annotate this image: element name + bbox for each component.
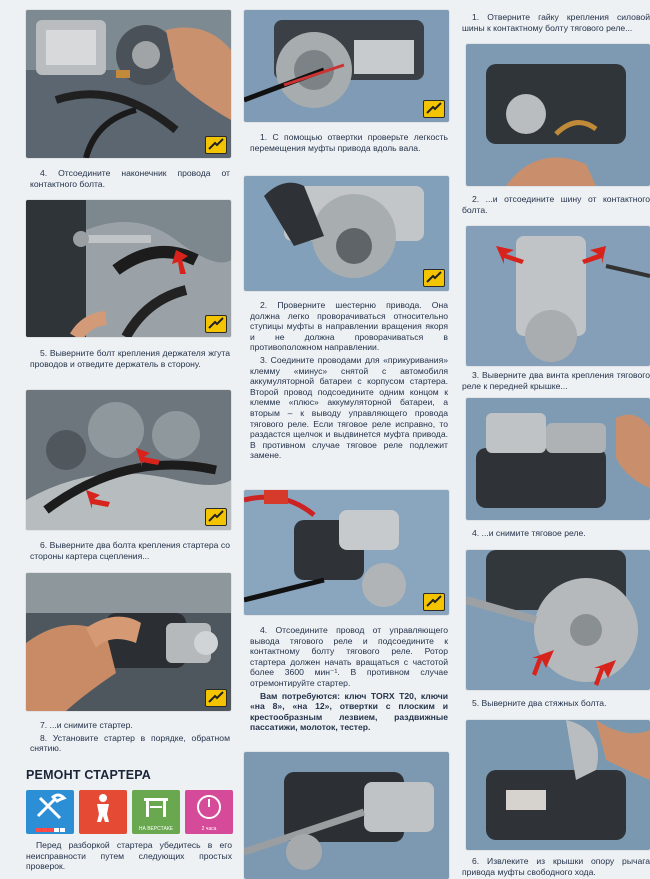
photo-starter-bolts-clutch [26,390,231,530]
tools-required: Вам потребуются: ключ TORX T20, ключи «на 8», «на 12», отвертки с плоским и крестообразным лезвием, раздвижные пассатижи, молоток, тестер. [250,690,448,733]
caption-left-6: 6. Выверните два болта крепления стартера со стороны картера сцепления... [30,540,230,561]
photo-through-bolts [466,550,650,690]
caption-mid-4: 4. Отсоедините провод от управляющего вывода тягового реле и подсоедините к контактному болту тягового реле. Ротор стартера должен начать вращаться с частотой более 3600 мин⁻¹. В противном случае отремонтируйте стартер. Вам потребуются: ключ TORX T20, ключи «на 8», «на 12», отвертки с плоским и крестообразным лезвием, раздвижные пассатижи, молоток, тестер. [250,625,448,733]
time-icon: 2 часа [185,790,233,834]
photo-lever-support [466,720,650,850]
photo-remove-relay [466,398,650,520]
caption-left-7-8: 7. ...и снимите стартер. 8. Установите стартер в порядке, обратном снятию. [30,720,230,754]
photo-relay-test-wires [244,490,449,615]
workshop-badge-icon [423,100,445,118]
workshop-badge-icon [205,315,227,333]
workbench-icon: НА ВЕРСТАКЕ [132,790,180,834]
photo-power-bus-nut [466,44,650,186]
photo-rotate-gear [244,176,449,291]
tools-icon [26,790,74,834]
photo-torx-starter [244,752,449,879]
caption-right-5: 5. Выверните два стяжных болта. [472,698,607,708]
caption-right-1: 1. Отверните гайку крепления силовой шины к контактному болту тягового реле... [462,12,650,33]
workshop-badge-icon [205,508,227,526]
repair-info-icons [26,790,233,834]
caption-left-4: 4. Отсоедините наконечник провода от контактного болта. [30,168,230,189]
caption-mid-2-3: 2. Проверните шестерню привода. Она должна легко проворачиваться относительно ступицы муфты в направлении вращения якоря и не должна проворачиваться в противоположном направлении. 3. Соедините проводами для «прикуривания» клемму «минус» снятой с автомобиля аккумуляторной батареи с корпусом стартера. Второй провод подсоедините одним концом к клемме «плюс» аккумуляторной батареи, а вторым – к выводу управляющего провода тягового реле. Если тяговое реле исправно, то раздастся щелчок и выдвинется муфта привода. В противном случае тяговое реле подлежит замене. [250,300,448,461]
person-icon [79,790,127,834]
caption-mid-1: 1. С помощью отвертки проверьте легкость перемещения муфты привода вдоль вала. [250,132,448,153]
workshop-badge-icon [423,593,445,611]
intro-text: Перед разборкой стартера убедитесь в его неисправности путем следующих простых проверок. [26,840,232,872]
workshop-badge-icon [205,689,227,707]
photo-check-drive-clutch [244,10,449,122]
photo-relay-screws [466,226,650,366]
workshop-badge-icon [205,136,227,154]
section-heading: РЕМОНТ СТАРТЕРА [26,768,151,782]
photo-disconnect-wire-tip [26,10,231,158]
caption-right-6: 6. Извлеките из крышки опору рычага привода муфты свободного хода. [462,856,650,877]
caption-right-2: 2. ...и отсоедините шину от контактного болта. [462,194,650,215]
photo-harness-bolt [26,200,231,337]
caption-left-5: 5. Выверните болт крепления держателя жгута проводов и отведите держатель в сторону. [30,348,230,369]
photo-remove-starter [26,573,231,711]
caption-right-3: 3. Выверните два винта крепления тягового реле к передней крышке... [462,370,650,391]
caption-right-4: 4. ...и снимите тяговое реле. [472,528,586,538]
workshop-badge-icon [423,269,445,287]
